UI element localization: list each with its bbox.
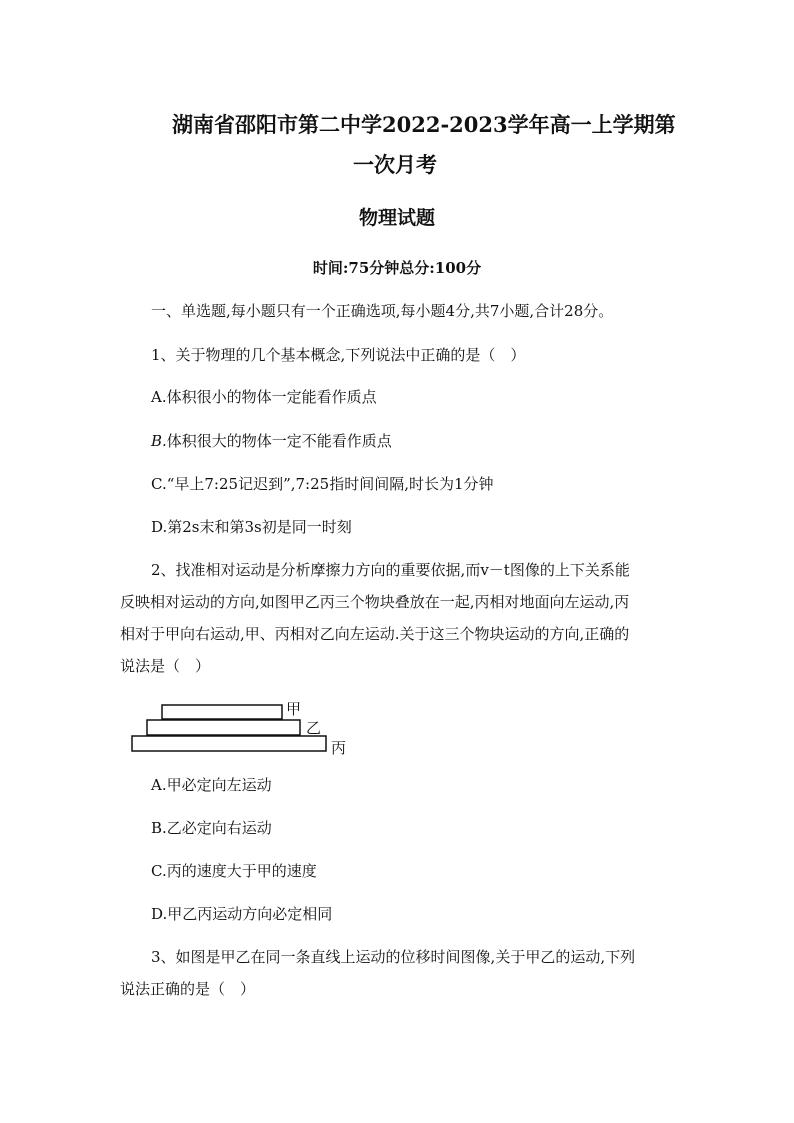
option-text: 丙的速度大于甲的速度: [166, 862, 317, 880]
q3-stem-line-2: 说法正确的是（ ）: [120, 980, 256, 998]
option-text: 乙必定向右运动: [166, 819, 272, 837]
title-line-2: 一次月考: [353, 152, 437, 177]
q3-stem-line-1: 3、如图是甲乙在同一条直线上运动的位移时间图像,关于甲乙的运动,下列: [151, 948, 636, 966]
option-label: C.: [151, 862, 167, 880]
section-heading: 一、单选题,每小题只有一个正确选项,每小题4分,共7小题,合计28分。: [151, 302, 614, 320]
q2-option-d: [151, 904, 332, 924]
block-bing: [132, 736, 326, 751]
option-label: B.: [151, 432, 167, 450]
option-text: 体积很大的物体一定不能看作质点: [166, 432, 392, 450]
q2-option-c: [151, 861, 317, 881]
stacked-blocks-figure: [128, 696, 368, 760]
q2-stem-line-4: 说法是（ ）: [120, 657, 211, 675]
q2-stem-line-2: 反映相对运动的方向,如图甲乙丙三个物块叠放在一起,丙相对地面向左运动,丙: [120, 593, 630, 611]
option-text: 第2s末和第3s初是同一时刻: [167, 518, 352, 536]
q2-option-a: [151, 775, 272, 795]
block-jia: [162, 705, 282, 719]
label-bing: 丙: [331, 739, 347, 757]
option-text: 甲乙丙运动方向必定相同: [167, 905, 333, 923]
exam-info: 时间:75分钟总分:100分: [312, 259, 482, 277]
q1-option-d: [151, 517, 352, 537]
option-label: D.: [151, 905, 168, 923]
option-text: 体积很小的物体一定能看作质点: [166, 388, 377, 406]
option-label: C.: [151, 475, 167, 493]
option-label: A.: [151, 388, 167, 406]
label-jia: 甲: [286, 700, 302, 718]
q1-option-c: [151, 474, 494, 494]
title-line-1: 湖南省邵阳市第二中学2022-2023学年高一上学期第: [172, 112, 676, 137]
q1-option-a: [151, 387, 377, 407]
block-yi: [147, 720, 300, 735]
q2-stem-line-1: 2、找准相对运动是分析摩擦力方向的重要依据,而v－t图像的上下关系能: [151, 561, 630, 579]
option-text: 甲必定向左运动: [166, 776, 272, 794]
option-label: B.: [151, 819, 167, 837]
subject-title: 物理试题: [358, 207, 435, 229]
q2-option-b: [151, 818, 272, 838]
q1-stem: 1、关于物理的几个基本概念,下列说法中正确的是（ ）: [151, 346, 526, 364]
q2-stem-line-3: 相对于甲向右运动,甲、丙相对乙向左运动.关于这三个物块运动的方向,正确的: [120, 625, 630, 643]
option-label: D.: [151, 518, 168, 536]
option-label: A.: [151, 776, 167, 794]
label-yi: 乙: [306, 719, 322, 737]
option-text: “早上7:25记迟到”,7:25指时间间隔,时长为1分钟: [166, 475, 494, 493]
q1-option-b: [151, 431, 392, 451]
